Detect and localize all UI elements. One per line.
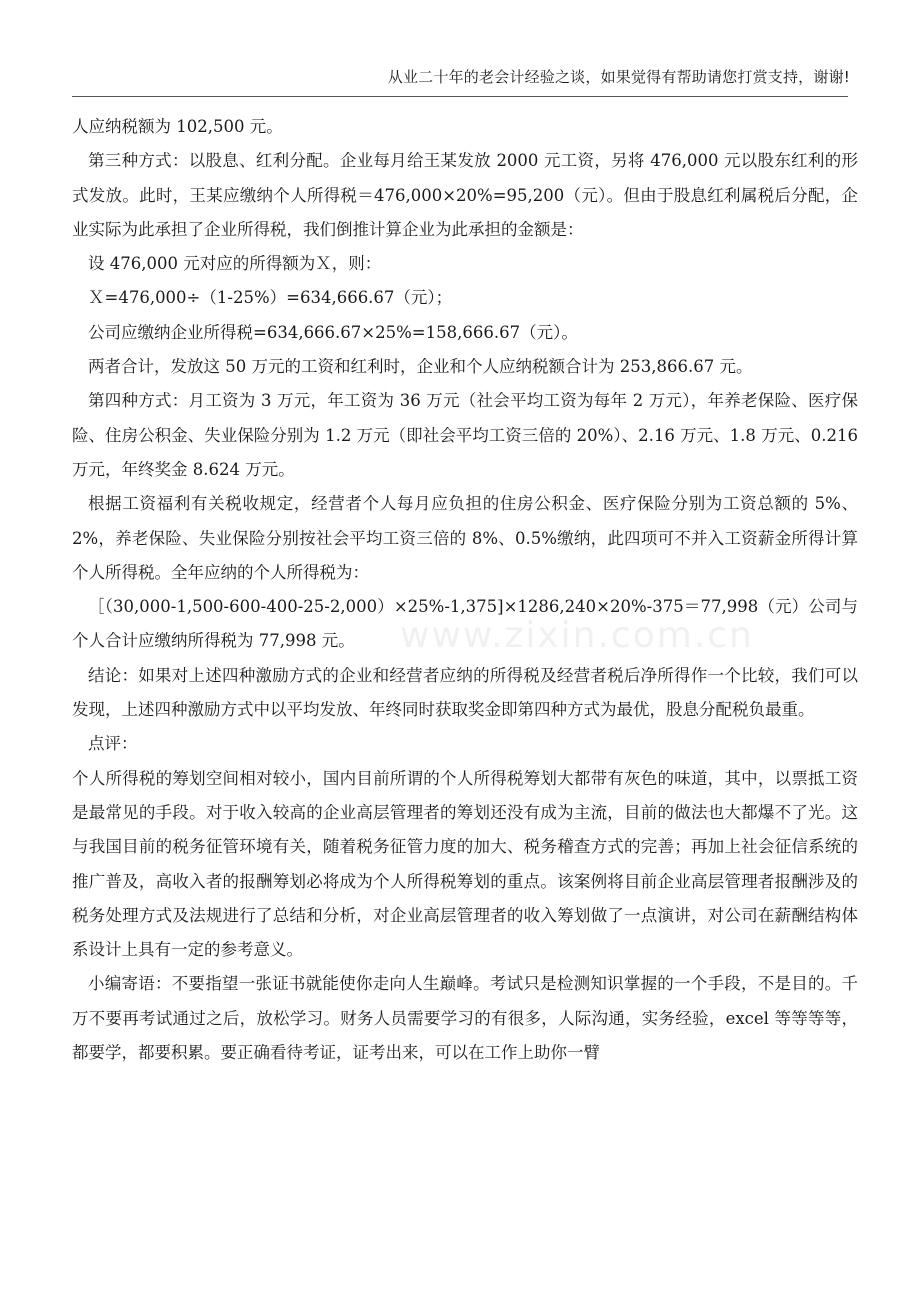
watermark: www.zixin.com.cn [400, 615, 754, 656]
paragraph-5: 公司应缴纳企业所得税=634,666.67×25%=158,666.67（元）。 [88, 322, 578, 342]
paragraph-12: 个人所得税的筹划空间相对较小，国内目前所谓的个人所得税筹划大都带有灰色的味道，其中，以票抵工资是最常见的手段。对于收入较高的企业高层管理者的筹划还没有成为主流，目前的做法也大都爆不了光。这与我国目前的税务征管环境有关，随着税务征管力度的加大、税务稽查方式的完善；再加上社会征信系统的推广普及，高收入者的报酬筹划必将成为个人所得税筹划的重点。该案例将目前企业高层管理者报酬涉及的税务处理方式及法规进行了总结和分析，对企业高层管理者的收入筹划做了一点演讲，对公司在薪酬结构体系设计上具有一定的参考意义。 [72, 768, 858, 960]
paragraph-7: 第四种方式：月工资为 3 万元，年工资为 36 万元（社会平均工资为每年 2 万元），年养老保险、医疗保险、住房公积金、失业保险分别为 1.2 万元（即社会平均工资三倍的 20%）、2.16 万元、1.8 万元、0.216 万元，年终奖金 8.624 万元。 [72, 391, 858, 479]
document-body [72, 110, 858, 1070]
paragraph-3: 设 476,000 元对应的所得额为Ｘ，则： [88, 254, 382, 274]
paragraph-13: 小编寄语：不要指望一张证书就能使你走向人生巅峰。考试只是检测知识掌握的一个手段，不是目的。千万不要再考试通过之后，放松学习。财务人员需要学习的有很多，人际沟通，实务经验，excel 等等等等，都要学，都要积累。要正确看待考证，证考出来，可以在工作上助你一臂 [72, 974, 858, 1063]
paragraph-11: 点评： [88, 734, 138, 754]
paragraph-10: 结论：如果对上述四种激励方式的企业和经营者应纳的所得税及经营者税后净所得作一个比较，我们可以发现，上述四种激励方式中以平均发放、年终同时获取奖金即第四种方式为最优，股息分配税负最重。 [72, 665, 858, 720]
header-divider [72, 96, 848, 97]
paragraph-2: 第三种方式：以股息、红利分配。企业每月给王某发放 2000 元工资，另将 476,000 元以股东红利的形式发放。此时，王某应缴纳个人所得税＝476,000×20%=95,200（元）。但由于股息红利属税后分配，企业实际为此承担了企业所得税，我们倒推计算企业为此承担的金额是： [72, 151, 858, 239]
header-note: 从业二十年的老会计经验之谈，如果觉得有帮助请您打赏支持，谢谢! [387, 68, 850, 86]
paragraph-4: Ｘ=476,000÷（1-25%）=634,666.67（元）； [88, 288, 453, 308]
paragraph-1: 人应纳税额为 102,500 元。 [72, 117, 283, 136]
paragraph-6: 两者合计，发放这 50 万元的工资和红利时，企业和个人应纳税额合计为 253,866.67 元。 [88, 357, 753, 377]
paragraph-9: ［（30,000-1,500-600-400-25-2,000）×25%-1,375]×1286,240×20%-375＝77,998（元）公司与个人合计应缴纳所得税为 77,998 元。 [72, 597, 858, 651]
paragraph-8: 根据工资福利有关税收规定，经营者个人每月应负担的住房公积金、医疗保险分别为工资总额的 5%、2%，养老保险、失业保险分别按社会平均工资三倍的 8%、0.5%缴纳，此四项可不并入工资薪金所得计算个人所得税。全年应纳的个人所得税为： [72, 494, 858, 582]
